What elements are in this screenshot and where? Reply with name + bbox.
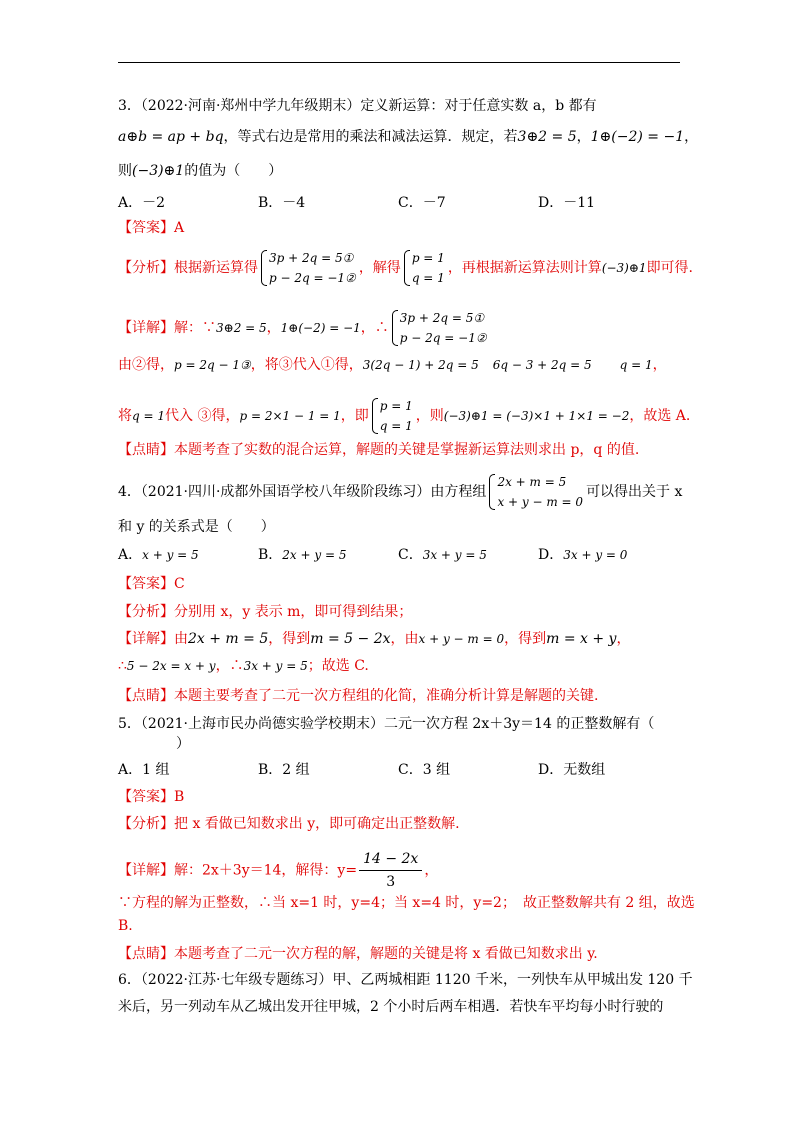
- q3-option-a: A．－2: [118, 195, 166, 211]
- q3-comment: 【点睛】本题考查了实数的混合运算，解题的关键是掌握新运算法则求出 p，q 的值.: [118, 442, 640, 458]
- q4-answer: 【答案】C: [118, 576, 185, 592]
- q3-option-b: B．－4: [258, 195, 306, 211]
- q3-analysis-system: 3p + 2q = 5① p − 2q = −1②: [261, 248, 356, 288]
- q5-reason-line1: ∵方程的解为正整数，∴当 x=1 时，y=4；当 x=4 时，y=2； 故正整数解共有 2 组，故选: [118, 895, 695, 911]
- q4-detail: 【详解】由2x + m = 5，得到m = 5 − 2x，由x + y − m = 0，得到m = x + y，: [118, 631, 631, 647]
- q5-option-b: B．2 组: [258, 762, 310, 778]
- q4-option-b: B．2x + y = 5: [258, 547, 347, 563]
- q3-def-formula: a⊕b = ap + bq: [118, 129, 224, 145]
- q4-equation-system: 2x + m = 5 x + y − m = 0: [489, 472, 583, 512]
- header-rule: [118, 62, 680, 63]
- q6-stem-line2: 米后，另一列动车从乙城出发开往甲城，2 个小时后两车相遇．若快车平均每小时行驶的: [118, 999, 664, 1015]
- q5-analysis: 【分析】把 x 看做已知数求出 y，即可确定出正整数解.: [118, 816, 460, 832]
- q3-detail-system: 3p + 2q = 5① p − 2q = −1②: [392, 308, 487, 348]
- q5-option-c: C．3 组: [398, 762, 451, 778]
- q3-option-c: C．－7: [398, 195, 446, 211]
- q3-step1: 由②得，p = 2q − 1③，将③代入①得，3(2q − 1) + 2q = 5 6q − 3 + 2q = 5 q = 1，: [118, 357, 667, 373]
- q5-answer: 【答案】B: [118, 789, 185, 805]
- q4-comment: 【点睛】本题主要考查了二元一次方程组的化简，准确分析计算是解题的关键.: [118, 688, 599, 704]
- q4-option-a: A．x + y = 5: [118, 547, 199, 563]
- q3-analysis: 【分析】根据新运算得 3p + 2q = 5① p − 2q = −1② ，解得 p = 1 q = 1 ，再根据新运算法则计算(−3)⊕1即可得.: [118, 248, 693, 288]
- q4-step: ∴5 − 2x = x + y，∴3x + y = 5；故选 C.: [118, 658, 369, 674]
- q5-comment: 【点睛】本题考查了二元一次方程的解，解题的关键是将 x 看做已知数求出 y.: [118, 946, 598, 962]
- q3-option-d: D．－11: [538, 195, 596, 211]
- q4-stem-line1: 4．（2021·四川·成都外国语学校八年级阶段练习）由方程组 2x + m = 5 x + y − m = 0 可以得出关于 x: [118, 472, 682, 512]
- q3-answer: 【答案】A: [118, 220, 185, 236]
- q5-fraction: $\frac{14 - 2x}{3}$: [359, 848, 422, 893]
- q5-reason-line2: B.: [118, 918, 133, 934]
- q3-analysis-solution: p = 1 q = 1: [404, 248, 445, 288]
- q5-detail: 【详解】解：2x＋3y＝14，解得：y= $\frac{14 - 2x}{3}$ ，: [118, 848, 438, 893]
- q5-option-a: A．1 组: [118, 762, 170, 778]
- q4-option-d: D．3x + y = 0: [538, 547, 628, 563]
- q3-step2: 将q = 1代入 ③得，p = 2×1 − 1 = 1，即 p = 1 q = 1 ，则(−3)⊕1 = (−3)×1 + 1×1 = −2，故选 A.: [118, 396, 690, 436]
- q3-step2-system: p = 1 q = 1: [372, 396, 413, 436]
- q4-option-c: C．3x + y = 5: [398, 547, 487, 563]
- q4-stem-line2: 和 y 的关系式是（ ）: [118, 519, 275, 535]
- q3-detail: 【详解】解：∵3⊕2 = 5，1⊕(−2) = −1，∴ 3p + 2q = 5① p − 2q = −1②: [118, 308, 490, 348]
- q6-stem-line1: 6．（2022·江苏·七年级专题练习）甲、乙两城相距 1120 千米，一列快车从甲城出发 120 千: [118, 972, 693, 988]
- q3-stem-line1: 3．（2022·河南·郑州中学九年级期末）定义新运算：对于任意实数 a，b 都有: [118, 98, 597, 114]
- q5-option-d: D．无数组: [538, 762, 606, 778]
- q3-stem-line3: 则(−3)⊕1的值为（ ）: [118, 163, 283, 179]
- q5-stem-line1: 5．（2021·上海市民办尚德实验学校期末）二元一次方程 2x＋3y＝14 的正整数解有（: [118, 716, 655, 732]
- q3-stem-line2: a⊕b = ap + bq，等式右边是常用的乘法和减法运算．规定，若3⊕2 = 5，1⊕(−2) = −1，: [118, 129, 699, 145]
- q5-stem-line2: ）: [176, 736, 190, 752]
- q4-analysis: 【分析】分别用 x，y 表示 m，即可得到结果；: [118, 604, 413, 620]
